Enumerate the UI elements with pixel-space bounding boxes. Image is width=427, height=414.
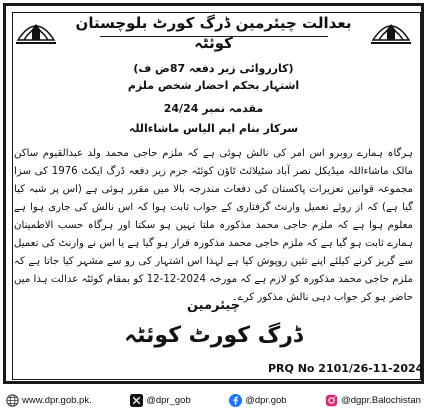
notice-paragraph: ہرگاہ ہمارے روبرو اس امر کی نالش ہوئی ہے کہ ملزم حاجی محمد ولد عبدالقیوم ساکن مالک ماشاءاللہ میڈیکل نصر آباد سٹیلائٹ ٹاؤن کوئٹہ جرم زیر دفعہ ڈرگ ایکٹ 1976 کی سزا مجموعہ قوانین تعزیرات پاکستان کی دفعات مندرجہ بالا میں مقرر ہوئی ہے (اس پر شبہ کیا گیا ہے) کہ از روئے تعمیل وارنٹ گرفتاری کے جواب ثابت ہوا کہ اس نالش کی جاری ہوا ہے معلوم ہوا ہے کہ ملزم حاجی محمد مذکورہ ملتا نہیں ہو سکتا اور ہرگاہ حسب الاطمینان ہمارے ثابت ہو گیا ہے کہ ملزم حاجی محمد مذکورہ فرار ہو گیا ہے یا اس نے وارنٹ کی تعمیل سے گریز کرنے کیلئے اپنے تئیں روپوش کیا ہے لہذا اس اشتہار کی رو سے مشہر کیا جاتا ہے کہ ملزم حاجی محمد مذکورہ کو لازم ہے کہ مورخہ 2024-12-12 کو بمقام کوئٹہ عدالت ہذا میں حاضر ہو کر جواب دہی نالش مذکور کرے۔ bbox=[14, 148, 414, 303]
notice-body bbox=[14, 145, 413, 307]
signature-title: چیئرمین bbox=[186, 298, 241, 313]
twitter-text: @dpr_gob bbox=[146, 395, 191, 406]
footer-facebook[interactable] bbox=[229, 394, 286, 407]
instagram-text: @dgpr.Balochistan bbox=[341, 395, 421, 406]
case-number: مقدمہ نمبر 24/24 bbox=[163, 102, 264, 115]
instagram-icon bbox=[325, 394, 338, 407]
twitter-icon bbox=[130, 394, 143, 407]
signature-court: ڈرگ کورٹ کوئٹہ bbox=[124, 323, 303, 348]
footer-twitter[interactable] bbox=[130, 394, 191, 407]
footer-bar bbox=[0, 387, 427, 414]
court-title: بعدالت چیئرمین ڈرگ کورٹ بلوچستان کوئٹہ bbox=[75, 14, 352, 52]
notice-heading: اشتہار بحکم احضار شخص ملزم bbox=[127, 79, 300, 92]
prq-number: PRQ No 2101/26-11-2024 bbox=[268, 362, 424, 375]
globe-icon bbox=[6, 394, 19, 407]
footer-instagram[interactable] bbox=[325, 394, 421, 407]
facebook-icon bbox=[229, 394, 242, 407]
case-title: سرکار بنام ایم الیاس ماشاءاللہ bbox=[128, 122, 299, 135]
footer-website[interactable] bbox=[6, 394, 92, 407]
govt-emblem-left bbox=[14, 10, 58, 46]
facebook-text: @dpr.gob bbox=[245, 395, 287, 406]
govt-emblem-right bbox=[369, 10, 413, 46]
proceeding-line: (کارروائی زیر دفعہ 87ض ف) bbox=[133, 62, 294, 75]
title-underline bbox=[100, 36, 328, 37]
website-text: www.dpr.gob.pk. bbox=[22, 395, 92, 406]
